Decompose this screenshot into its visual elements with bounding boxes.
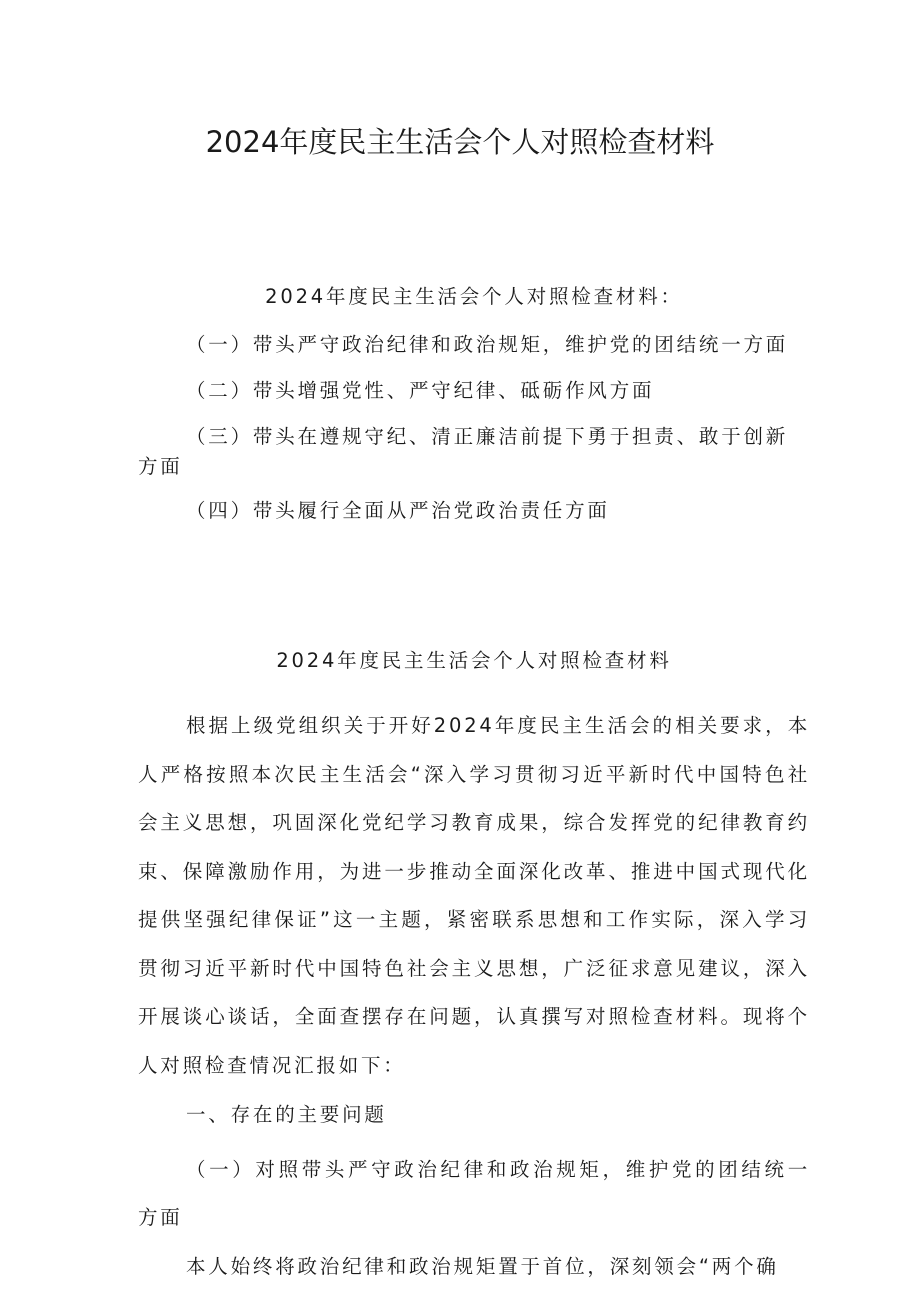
heading-main-problems: 一、存在的主要问题 bbox=[186, 1103, 387, 1126]
heading-subsection: （一）对照带头严守政治纪律和政治规矩，维护党的团结统一方面 bbox=[138, 1158, 810, 1229]
toc-item: （二）带头增强党性、严守纪律、砥砺作风方面 bbox=[186, 379, 655, 402]
table-of-contents bbox=[138, 282, 810, 542]
toc-item: （三）带头在遵规守纪、清正廉洁前提下勇于担责、敢于创新方面 bbox=[138, 425, 789, 478]
document-title: 2024年度民主生活会个人对照检查材料 bbox=[205, 125, 715, 159]
section-title: 2024年度民主生活会个人对照检查材料 bbox=[276, 649, 672, 672]
intro-paragraph: 根据上级党组织关于开好2024年度民主生活会的相关要求，本人严格按照本次民主生活会“深入学习贯彻习近平新时代中国特色社会主义思想，巩固深化党纪学习教育成果，综合发挥党的纪律教育约束、保障激励作用，为进一步推动全面深化改革、推进中国式现代化提供坚强纪律保证”这一主题，紧密联系思想和工作实际，深入学习贯彻习近平新时代中国特色社会主义思想，广泛征求意见建议，深入开展谈心谈话，全面查摆存在问题，认真撰写对照检查材料。现将个人对照检查情况汇报如下： bbox=[138, 714, 810, 1077]
toc-item: （一）带头严守政治纪律和政治规矩，维护党的团结统一方面 bbox=[186, 333, 789, 356]
body-paragraph: 本人始终将政治纪律和政治规矩置于首位，深刻领会“两个确 bbox=[186, 1255, 779, 1278]
toc-item: （四）带头履行全面从严治党政治责任方面 bbox=[186, 499, 610, 522]
document-body bbox=[138, 646, 810, 1282]
toc-heading: 2024年度民主生活会个人对照检查材料： bbox=[265, 285, 683, 308]
